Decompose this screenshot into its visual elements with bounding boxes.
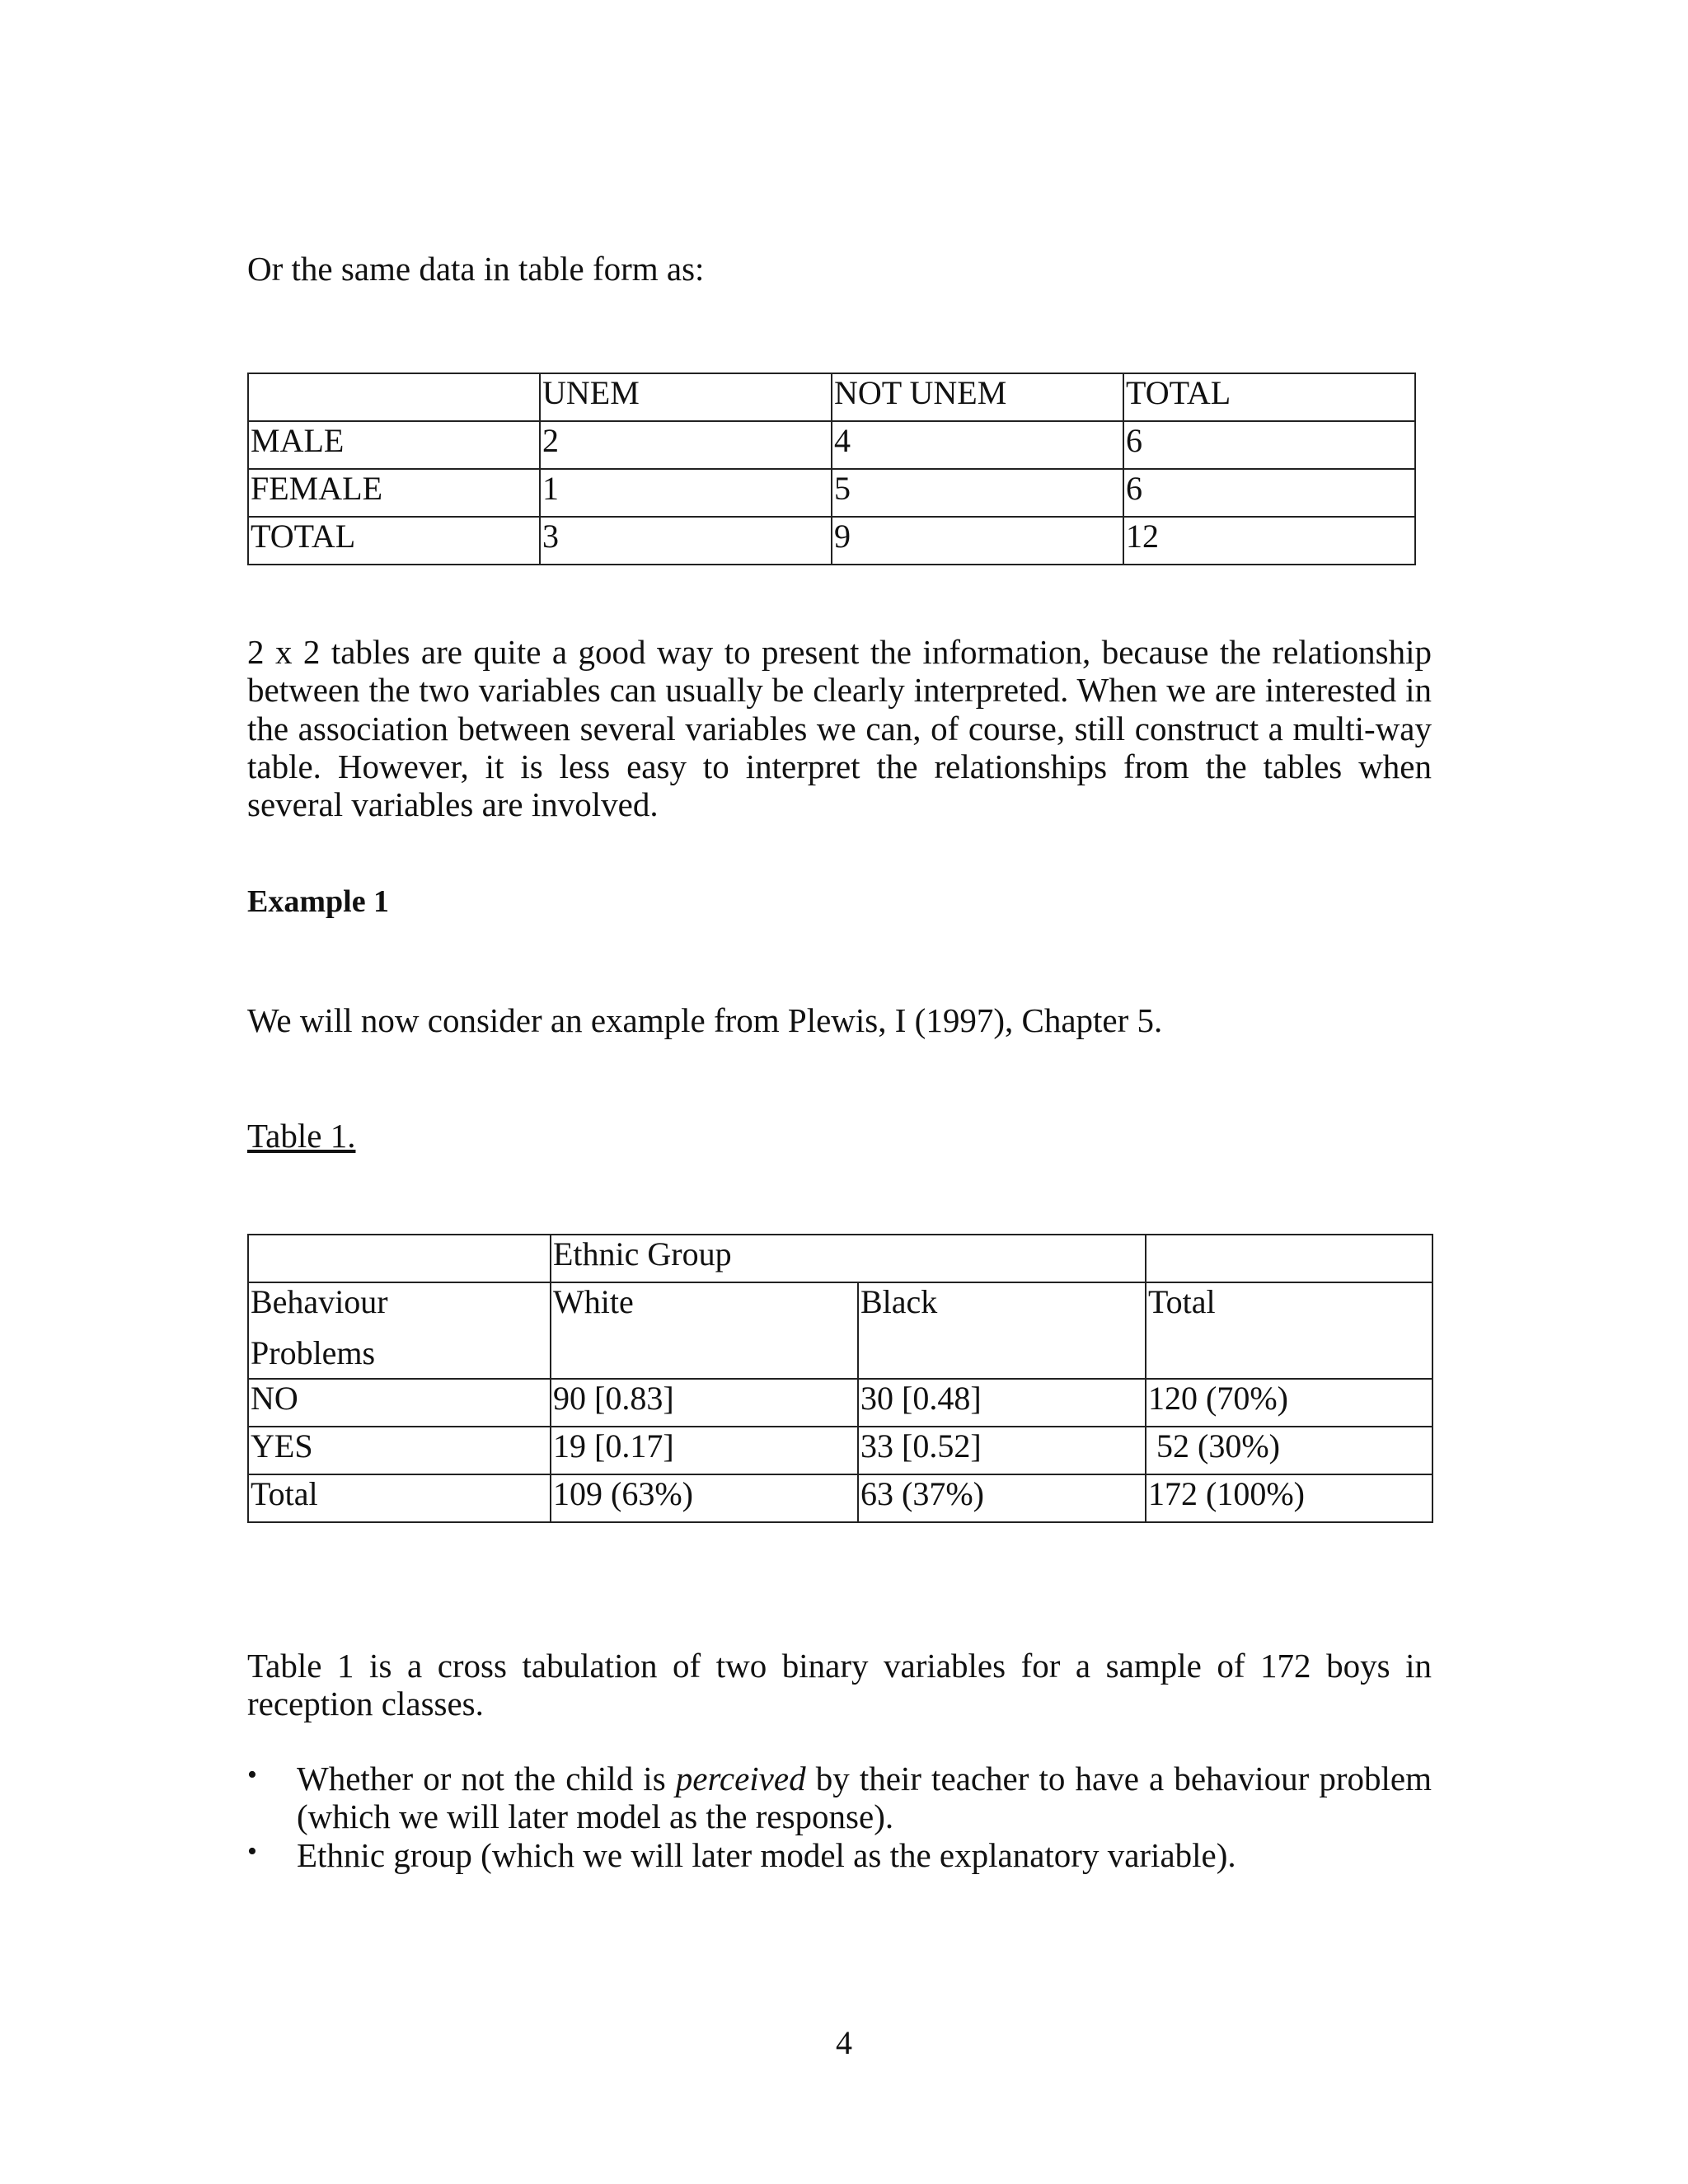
table-caption: Table 1.	[247, 1117, 356, 1155]
table-header-cell: UNEM	[540, 373, 832, 421]
list-item-text: Ethnic group (which we will later model as the explanatory variable).	[297, 1835, 1236, 1874]
list-item	[247, 1836, 1432, 1874]
table-cell: 2	[540, 421, 832, 469]
unemployment-table	[247, 373, 1416, 565]
table-row	[248, 1379, 1432, 1427]
row-label-cell: YES	[248, 1427, 551, 1474]
bullet-list	[247, 1760, 1432, 1874]
row-label-header	[248, 1282, 551, 1379]
col-header-total: Total	[1146, 1282, 1432, 1379]
table-cell	[248, 373, 540, 421]
row-label-cell: TOTAL	[248, 517, 540, 565]
table-cell: 5	[832, 469, 1123, 517]
example-intro: We will now consider an example from Plewis, I (1997), Chapter 5.	[247, 1001, 1163, 1039]
table-row	[248, 517, 1415, 565]
table-cell: 33 [0.52]	[858, 1427, 1146, 1474]
table-row	[248, 1474, 1432, 1522]
behaviour-table	[247, 1234, 1433, 1523]
paragraph-two-by-two: 2 x 2 tables are quite a good way to present the information, because the relationship between the two variables can usually be clearly interpreted. When we are interested in the association between several variables we can, of course, still construct a multi-way table. However, it is less easy to interpret the relationships from the tables when several variables are involved.	[247, 633, 1432, 824]
table-cell: 9	[832, 517, 1123, 565]
table-row	[248, 421, 1415, 469]
row-label-line: Problems	[251, 1334, 376, 1371]
table-cell	[248, 1235, 551, 1282]
col-header-black: Black	[858, 1282, 1146, 1379]
table-cell: 120 (70%)	[1146, 1379, 1432, 1427]
emphasis-text: perceived	[675, 1760, 806, 1797]
table-cell: 109 (63%)	[551, 1474, 858, 1522]
row-label-cell: MALE	[248, 421, 540, 469]
list-item-text: by their teacher to have a behaviour problem (which we will later model as the response).	[297, 1760, 1432, 1836]
table-header-cell: TOTAL	[1123, 373, 1415, 421]
table-row	[248, 1427, 1432, 1474]
bullet-marker: •	[247, 1835, 257, 1867]
row-label-cell: NO	[248, 1379, 551, 1427]
table-cell: 6	[1123, 469, 1415, 517]
row-label-line: Behaviour	[251, 1283, 388, 1320]
list-item-text: Whether or not the child is	[297, 1760, 676, 1797]
table-cell: 90 [0.83]	[551, 1379, 858, 1427]
table-cell: 12	[1123, 517, 1415, 565]
table-header-cell: NOT UNEM	[832, 373, 1123, 421]
table-header-row	[248, 1282, 1432, 1379]
paragraph-cross-tab: Table 1 is a cross tabulation of two binary variables for a sample of 172 boys in reception classes.	[247, 1647, 1432, 1723]
table-cell: 1	[540, 469, 832, 517]
row-label-cell: Total	[248, 1474, 551, 1522]
table-cell: 19 [0.17]	[551, 1427, 858, 1474]
table-cell: 52 (30%)	[1146, 1427, 1432, 1474]
list-item	[247, 1760, 1432, 1836]
table-header-row	[248, 373, 1415, 421]
table-row	[248, 469, 1415, 517]
table-cell: 6	[1123, 421, 1415, 469]
table-cell: 30 [0.48]	[858, 1379, 1146, 1427]
group-header-ethnic: Ethnic Group	[551, 1235, 1146, 1282]
table-group-header-row	[248, 1235, 1432, 1282]
table-cell: 3	[540, 517, 832, 565]
table-cell: 4	[832, 421, 1123, 469]
intro-text: Or the same data in table form as:	[247, 250, 705, 288]
table-cell: 172 (100%)	[1146, 1474, 1432, 1522]
table-cell	[1146, 1235, 1432, 1282]
table-cell: 63 (37%)	[858, 1474, 1146, 1522]
col-header-white: White	[551, 1282, 858, 1379]
example-heading: Example 1	[247, 884, 390, 919]
page-number: 4	[836, 2024, 852, 2061]
row-label-cell: FEMALE	[248, 469, 540, 517]
bullet-marker: •	[247, 1760, 257, 1790]
